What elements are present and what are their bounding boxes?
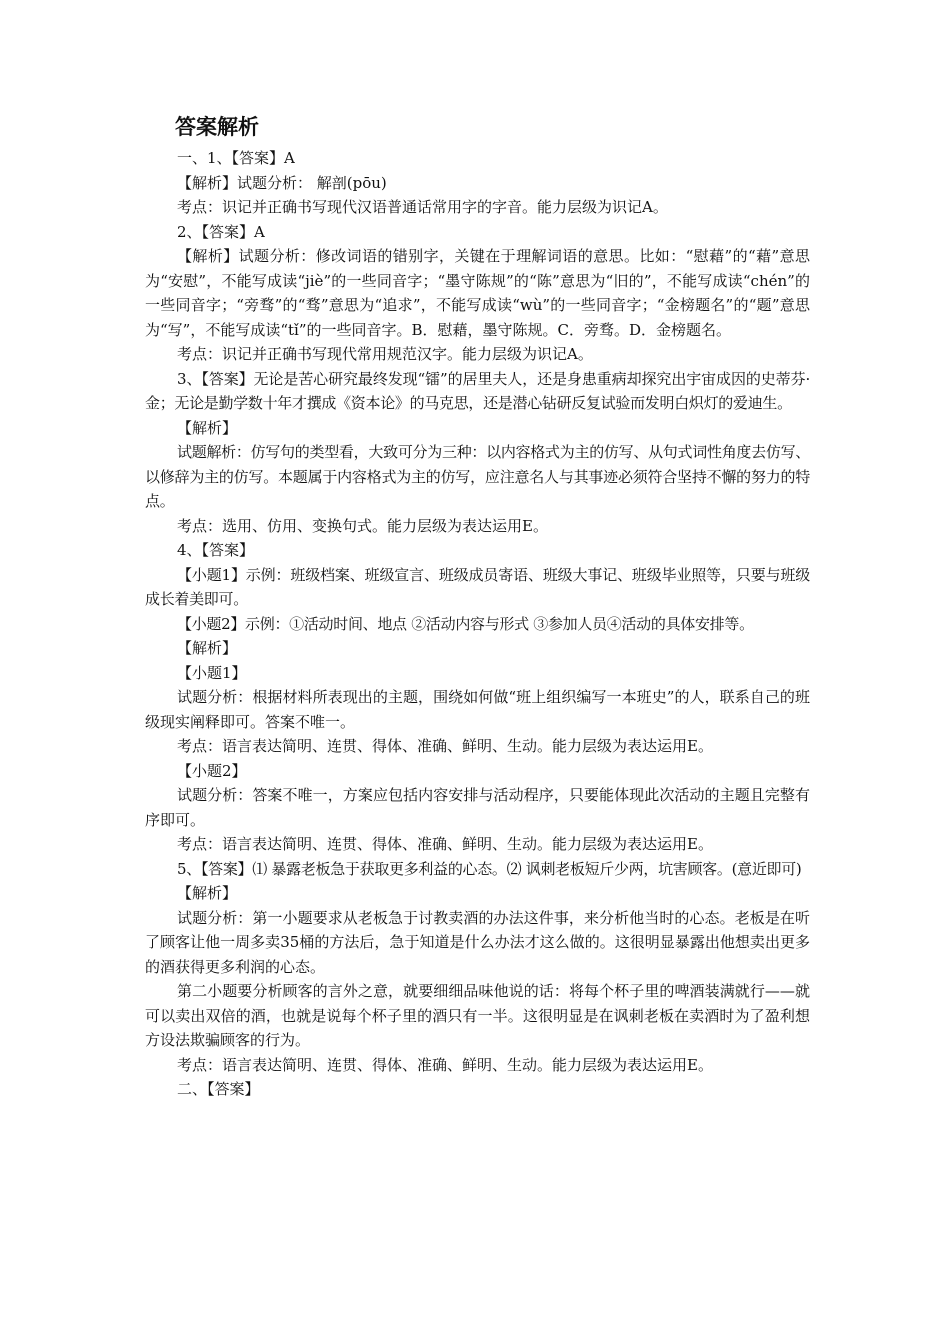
analysis-4-sub-1-heading: 【小题1】 xyxy=(177,663,247,682)
answer-4: 4、【答案】 xyxy=(177,541,255,559)
analysis-3-heading: 【解析】 xyxy=(177,418,238,437)
answer-5: 5、【答案】⑴ 暴露老板急于获取更多利益的心态。⑵ 讽刺老板短斤少两，坑害顾客。(意近即可) xyxy=(177,859,802,878)
section-1-answer-1: 一、1、【答案】A xyxy=(177,149,295,167)
analysis-3: 试题解析：仿写句的类型看，大致可分为三种：以内容格式为主的仿写、从句式词性角度去仿写、以修辞为主的仿写。本题属于内容格式为主的仿写，应注意名人与其事迹必须符合坚持不懈的努力的特点。 xyxy=(145,443,810,510)
analysis-4-heading: 【解析】 xyxy=(177,639,238,657)
answer-4-sub-1: 【小题1】示例：班级档案、班级宣言、班级成员寄语、班级大事记、班级毕业照等，只要与班级成长着美即可。 xyxy=(145,565,810,608)
exam-point-4-sub-1: 考点：语言表达简明、连贯、得体、准确、鲜明、生动。能力层级为表达运用E。 xyxy=(177,737,713,755)
exam-point-2: 考点：识记并正确书写现代常用规范汉字。能力层级为识记A。 xyxy=(177,345,593,363)
analysis-4-sub-2-heading: 【小题2】 xyxy=(177,761,247,780)
section-2-answer: 二、【答案】 xyxy=(177,1080,260,1098)
analysis-5-part-1: 试题分析：第一小题要求从老板急于讨教卖酒的办法这件事，来分析他当时的心态。老板是在听了顾客让他一周多卖35桶的方法后，急于知道是什么办法才这么做的。这很明显暴露出他想卖出更多的酒获得更多利润的心态。 xyxy=(145,908,810,976)
exam-point-1: 考点：识记并正确书写现代汉语普通话常用字的字音。能力层级为识记A。 xyxy=(177,198,668,216)
answer-3: 3、【答案】无论是苦心研究最终发现“镭”的居里夫人，还是身患重病却探究出宇宙成因的史蒂芬·金；无论是勤学数十年才撰成《资本论》的马克思，还是潜心钻研反复试验而发明白炽灯的爱迪生。 xyxy=(145,369,810,412)
analysis-2: 【解析】试题分析：修改词语的错别字，关键在于理解词语的意思。比如：“慰藉”的“藉”意思为“安慰”，不能写成读“jiè”的一些同音字；“墨守陈规”的“陈”意思为“旧的”，不能写成读“chén”的一些同音字；“旁骛”的“骛”意思为“追求”，不能写成读“wù”的一些同音字；“金榜题名”的“题”意思为“写”，不能写成读“tǐ”的一些同音字。B．慰藉，墨守陈规。C．旁骛。D．金榜题名。 xyxy=(145,247,810,339)
analysis-5-heading: 【解析】 xyxy=(177,884,238,902)
analysis-4-sub-2: 试题分析：答案不唯一，方案应包括内容安排与活动程序，只要能体现此次活动的主题且完整有序即可。 xyxy=(145,786,810,829)
answer-4-sub-2: 【小题2】示例：①活动时间、地点 ②活动内容与形式 ③参加人员④活动的具体安排等。 xyxy=(177,614,754,633)
exam-point-5: 考点：语言表达简明、连贯、得体、准确、鲜明、生动。能力层级为表达运用E。 xyxy=(177,1055,713,1074)
answer-document xyxy=(145,112,810,1102)
exam-point-4-sub-2: 考点：语言表达简明、连贯、得体、准确、鲜明、生动。能力层级为表达运用E。 xyxy=(177,835,713,853)
exam-point-3: 考点：选用、仿用、变换句式。能力层级为表达运用E。 xyxy=(177,516,548,535)
analysis-1: 【解析】试题分析： 解剖(pōu) xyxy=(177,173,387,192)
analysis-5-part-2: 第二小题要分析顾客的言外之意，就要细细品味他说的话：将每个杯子里的啤酒装满就行——就可以卖出双倍的酒，也就是说每个杯子里的酒只有一半。这很明显是在讽刺老板在卖酒时为了盈利想方设法欺骗顾客的行为。 xyxy=(145,982,810,1049)
answer-2: 2、【答案】A xyxy=(177,222,265,241)
page-title: 答案解析 xyxy=(175,115,259,139)
analysis-4-sub-1: 试题分析：根据材料所表现出的主题，围绕如何做“班上组织编写一本班史”的人，联系自己的班级现实阐释即可。答案不唯一。 xyxy=(145,688,810,731)
